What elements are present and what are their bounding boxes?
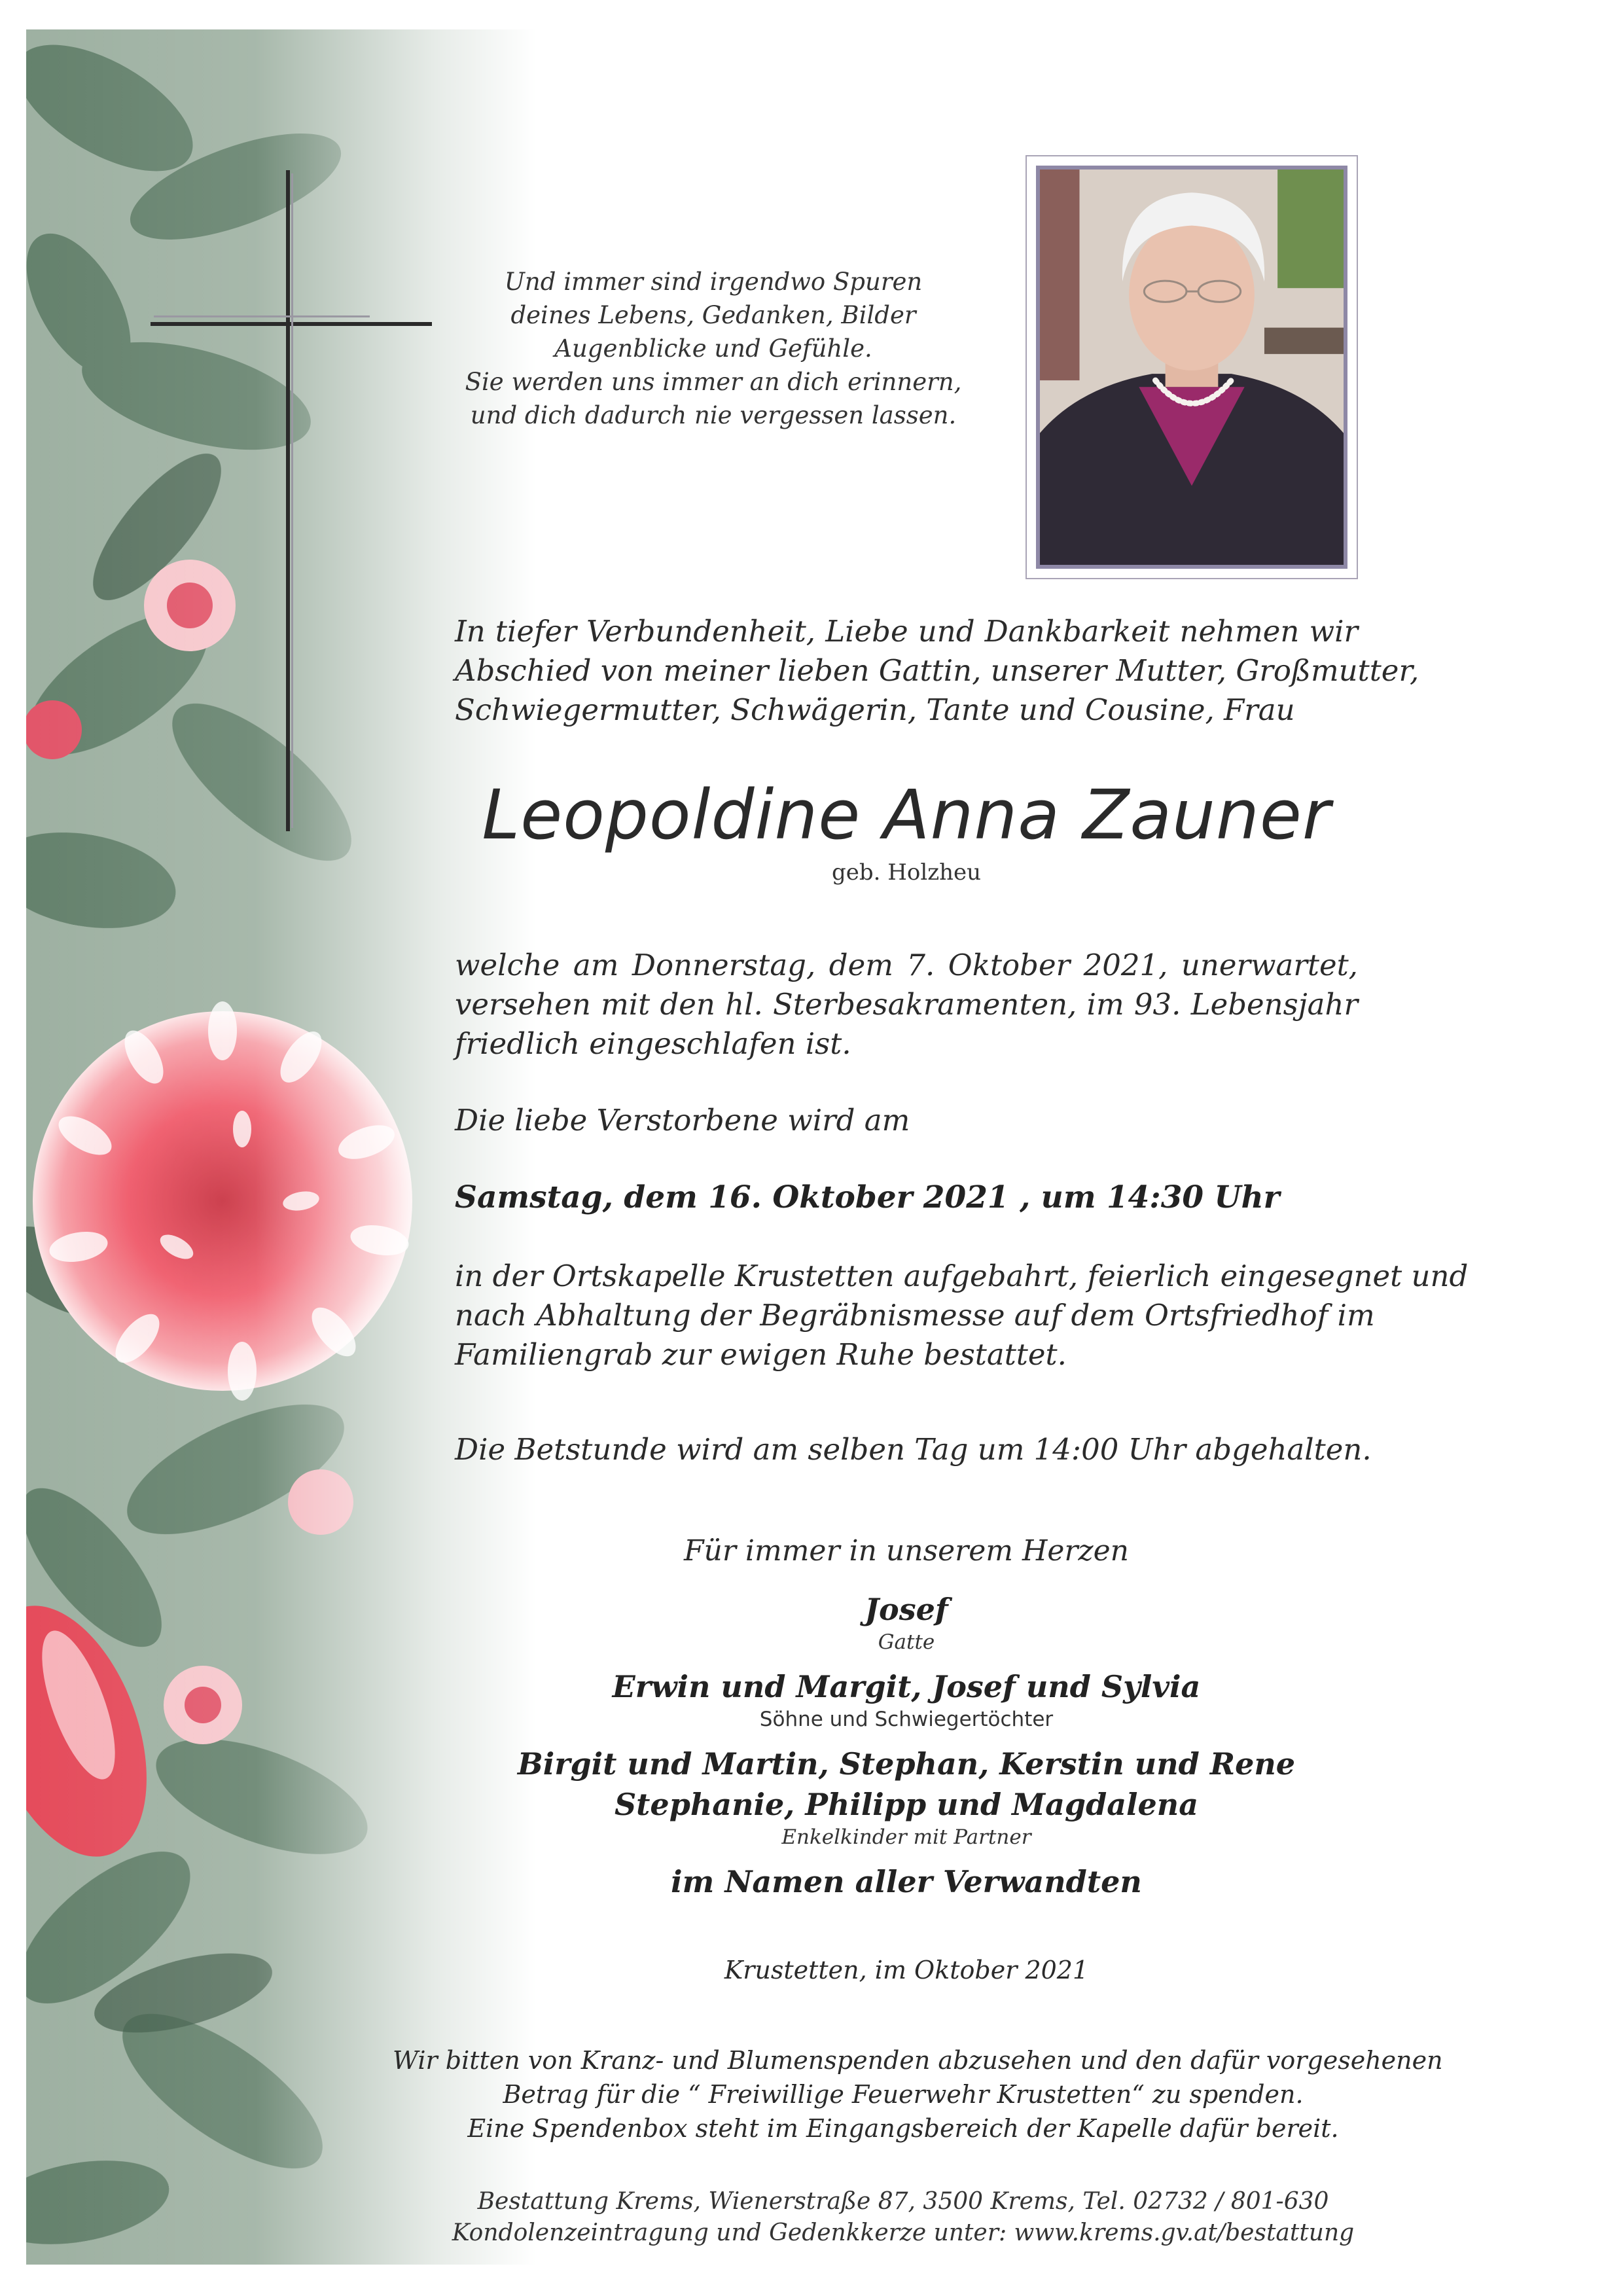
relation-sons: Söhne und Schwiegertöchter bbox=[759, 1708, 1054, 1731]
verse-line: Sie werden uns immer an dich erinnern, bbox=[465, 368, 962, 396]
mourners-list bbox=[455, 1532, 1358, 1902]
verse-line: Augenblicke und Gefühle. bbox=[554, 334, 872, 363]
mourner-sons: Erwin und Margit, Josef und Sylvia bbox=[612, 1669, 1201, 1704]
verse-line: deines Lebens, Gedanken, Bilder bbox=[510, 301, 916, 329]
death-line: versehen mit den hl. Sterbesakramenten, im 93. Lebensjahr bbox=[455, 987, 1358, 1022]
deceased-name: Leopoldine Anna Zauner bbox=[482, 775, 1331, 855]
ceremony-line: in der Ortskapelle Krustetten aufgebahrt, feierlich eingesegnet und bbox=[455, 1259, 1469, 1293]
footer-line: Bestattung Krems, Wienerstraße 87, 3500 Krems, Tel. 02732 / 801-630 bbox=[477, 2188, 1329, 2215]
funeral-ceremony bbox=[455, 1257, 1469, 1374]
intro-line: Abschied von meiner lieben Gattin, unserer Mutter, Großmutter, bbox=[455, 653, 1419, 688]
portrait-photo-frame bbox=[1026, 155, 1358, 579]
relation-grandchildren: Enkelkinder mit Partner bbox=[781, 1825, 1031, 1849]
cross-icon bbox=[151, 170, 438, 831]
donation-request bbox=[393, 2043, 1443, 2145]
memorial-verse bbox=[458, 265, 969, 432]
mourners-motto: Für immer in unserem Herzen bbox=[684, 1534, 1129, 1568]
ceremony-line: nach Abhaltung der Begräbnismesse auf dem Ortsfriedhof im bbox=[455, 1298, 1375, 1333]
portrait-photo bbox=[1036, 166, 1347, 569]
birth-name: geb. Holzheu bbox=[831, 859, 982, 886]
request-line: Betrag für die “ Freiwillige Feuerwehr Krustetten“ zu spenden. bbox=[503, 2080, 1304, 2109]
place-and-date: Krustetten, im Oktober 2021 bbox=[724, 1956, 1089, 1984]
funeral-home-footer bbox=[393, 2186, 1414, 2249]
mourner-grandchildren: Birgit und Martin, Stephan, Kerstin und Rene bbox=[517, 1746, 1296, 1782]
footer-line: Kondolenzeintragung und Gedenkkerze unter: www.krems.gv.at/bestattung bbox=[452, 2219, 1355, 2246]
ceremony-line: Familiengrab zur ewigen Ruhe bestattet. bbox=[455, 1337, 1067, 1372]
intro-line: In tiefer Verbundenheit, Liebe und Dankbarkeit nehmen wir bbox=[455, 614, 1358, 649]
verse-line: Und immer sind irgendwo Spuren bbox=[504, 268, 923, 296]
mourner-grandchildren: Stephanie, Philipp und Magdalena bbox=[614, 1787, 1199, 1822]
funeral-announcement: Die liebe Verstorbene wird am bbox=[455, 1103, 910, 1138]
mourner-relatives: im Namen aller Verwandten bbox=[671, 1864, 1142, 1899]
relation-husband: Gatte bbox=[878, 1630, 935, 1654]
death-line: friedlich eingeschlafen ist. bbox=[455, 1026, 851, 1061]
request-line: Wir bitten von Kranz- und Blumenspenden abzusehen und den dafür vorgesehenen bbox=[393, 2046, 1443, 2075]
funeral-date-time: Samstag, dem 16. Oktober 2021 , um 14:30 Uhr bbox=[455, 1179, 1280, 1215]
prayer-hour: Die Betstunde wird am selben Tag um 14:00 Uhr abgehalten. bbox=[455, 1432, 1372, 1467]
intro-line: Schwiegermutter, Schwägerin, Tante und Cousine, Frau bbox=[455, 692, 1295, 727]
death-details bbox=[455, 946, 1358, 1064]
verse-line: und dich dadurch nie vergessen lassen. bbox=[470, 401, 957, 429]
farewell-intro bbox=[455, 612, 1419, 730]
mourner-husband: Josef bbox=[865, 1592, 948, 1627]
request-line: Eine Spendenbox steht im Eingangsbereich der Kapelle dafür bereit. bbox=[467, 2114, 1339, 2143]
death-line: welche am Donnerstag, dem 7. Oktober 2021, unerwartet, bbox=[455, 948, 1358, 982]
